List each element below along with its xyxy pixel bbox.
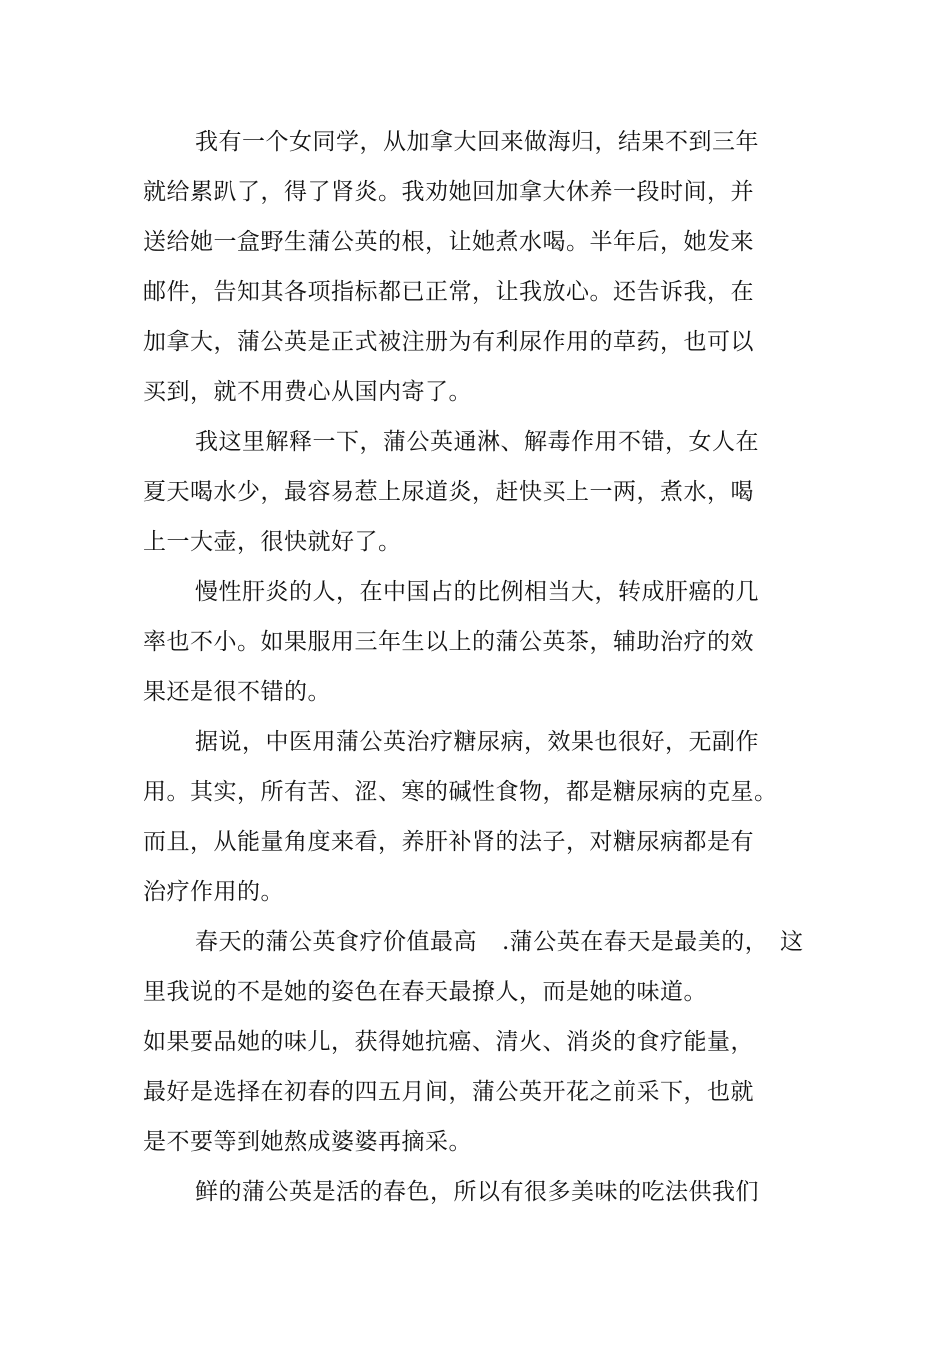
paragraph-1-line-5: 加拿大，蒲公英是正式被注册为有利尿作用的草药，也可以 — [143, 329, 754, 355]
paragraph-5-line-3: 如果要品她的味儿，获得她抗癌、清火、消炎的食疗能量， — [143, 1029, 754, 1055]
paragraph-4-line-2: 用。其实，所有苦、涩、寒的碱性食物，都是糖尿病的克星。 — [143, 779, 778, 805]
paragraph-1-line-4: 邮件，告知其各项指标都已正常，让我放心。还告诉我，在 — [143, 279, 754, 305]
paragraph-3-line-2: 率也不小。如果服用三年生以上的蒲公英茶，辅助治疗的效 — [143, 629, 754, 655]
paragraph-5-line-4: 最好是选择在初春的四五月间，蒲公英开花之前采下，也就 — [143, 1079, 754, 1105]
paragraph-2-line-3: 上一大壶，很快就好了。 — [143, 529, 402, 555]
paragraph-4-line-1: 据说，中医用蒲公英治疗糖尿病，效果也很好，无副作 — [195, 729, 759, 755]
paragraph-5-line-1a: 春天的蒲公英食疗价值最高 — [195, 929, 477, 955]
paragraph-5-line-1b: .蒲公英在春天是最美的， — [502, 929, 769, 955]
paragraph-1-line-3: 送给她一盒野生蒲公英的根，让她煮水喝。半年后，她发来 — [143, 229, 754, 255]
paragraph-4-line-3: 而且，从能量角度来看，养肝补肾的法子，对糖尿病都是有 — [143, 829, 754, 855]
paragraph-2-line-2: 夏天喝水少，最容易惹上尿道炎，赶快买上一两，煮水，喝 — [143, 479, 754, 505]
paragraph-3-line-1: 慢性肝炎的人，在中国占的比例相当大，转成肝癌的几 — [195, 579, 759, 605]
paragraph-3-line-3: 果还是很不错的。 — [143, 679, 331, 705]
paragraph-2-line-1: 我这里解释一下，蒲公英通淋、解毒作用不错，女人在 — [195, 429, 759, 455]
paragraph-1-line-6: 买到，就不用费心从国内寄了。 — [143, 379, 472, 405]
paragraph-6-line-1: 鲜的蒲公英是活的春色，所以有很多美味的吃法供我们 — [195, 1179, 759, 1205]
paragraph-4-line-4: 治疗作用的。 — [143, 879, 284, 905]
paragraph-5-line-2: 里我说的不是她的姿色在春天最撩人，而是她的味道。 — [143, 979, 707, 1005]
paragraph-1-line-1: 我有一个女同学，从加拿大回来做海归，结果不到三年 — [195, 129, 759, 155]
paragraph-1-line-2: 就给累趴了，得了肾炎。我劝她回加拿大休养一段时间，并 — [143, 179, 754, 205]
paragraph-5-line-1c: 这 — [780, 929, 804, 955]
paragraph-5-line-5: 是不要等到她熬成婆婆再摘采。 — [143, 1129, 472, 1155]
